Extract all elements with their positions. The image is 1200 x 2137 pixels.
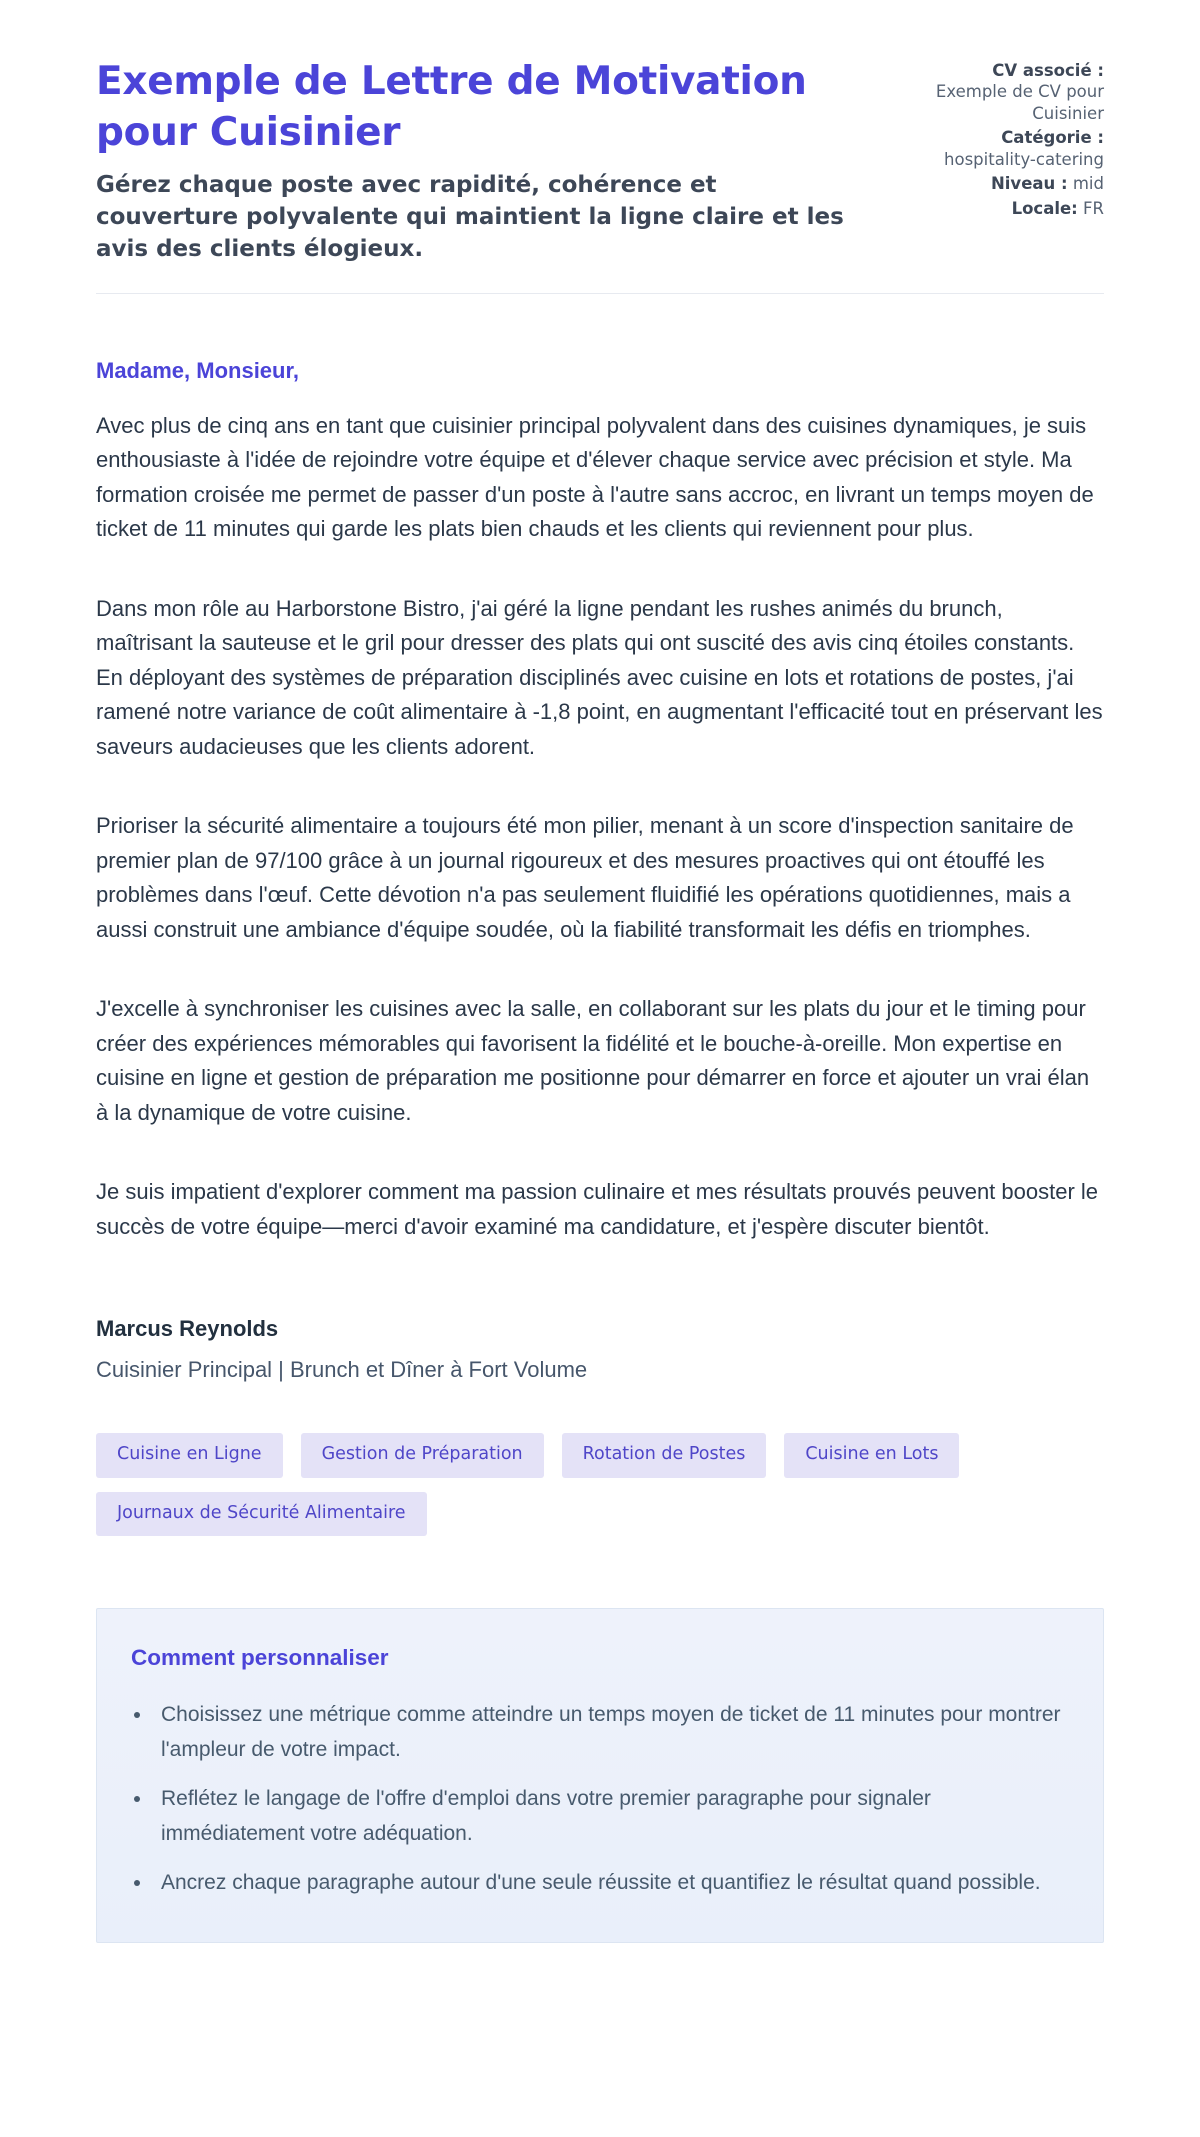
meta-value: Exemple de CV pour Cuisinier [935, 82, 1104, 123]
meta-item-locale [932, 198, 1104, 219]
skill-tag: Gestion de Préparation [301, 1433, 544, 1478]
signature-name: Marcus Reynolds [96, 1316, 279, 1341]
meta-label: CV associé : [992, 61, 1104, 80]
skill-tag: Rotation de Postes [562, 1433, 767, 1478]
letter-paragraph: Avec plus de cinq ans en tant que cuisinier principal polyvalent dans des cuisines dynamiques, je suis enthousiaste à l'idée de rejoindre votre équipe et d'élever chaque service avec précision et style. Ma formation croisée me permet de passer d'un poste à l'autre sans accroc, en livrant un temps moyen de ticket de 11 minutes qui garde les plats bien chauds et les clients qui reviennent pour plus. [96, 412, 1094, 541]
letter-paragraph: Dans mon rôle au Harborstone Bistro, j'ai géré la ligne pendant les rushes animés du brunch, maîtrisant la sauteuse et le gril pour dresser des plats qui ont suscité des avis cinq étoiles constants. En déployant des systèmes de préparation disciplinés avec cuisine en lots et rotations de postes, j'ai ramené notre variance de coût alimentaire à -1,8 point, en augmentant l'efficacité tout en préservant les saveurs audacieuses que les clients adorent. [96, 595, 1103, 759]
page-title: Exemple de Lettre de Motivation pour Cuisinier [96, 59, 807, 156]
meta-label: Niveau : [990, 174, 1068, 194]
tip-item: • Choisissez une métrique comme atteindre un temps moyen de ticket de 11 minutes pour montrer l'ampleur de votre impact. [153, 1697, 1069, 1767]
header-title-block [96, 56, 864, 266]
meta-label: Catégorie : [1001, 128, 1104, 148]
cover-letter-page [96, 0, 1104, 2013]
letter-body [96, 354, 1104, 1386]
tip-item: • Reflétez le langage de l'offre d'emploi dans votre premier paragraphe pour signaler immédiatement votre adéquation. [153, 1781, 1069, 1851]
meta-value: hospitality-catering [944, 149, 1104, 169]
meta-item-level [932, 173, 1104, 194]
skill-tag: Cuisine en Lots [784, 1433, 959, 1478]
page-header [96, 56, 1104, 266]
meta-panel [932, 56, 1104, 266]
meta-item-category [932, 127, 1104, 170]
skill-tag: Journaux de Sécurité Alimentaire [96, 1492, 427, 1537]
meta-value: FR [1083, 198, 1104, 218]
skill-tag-list [96, 1433, 1104, 1536]
letter-paragraph: Je suis impatient d'explorer comment ma passion culinaire et mes résultats prouvés peuvent booster le succès de votre équipe—merci d'avoir examiné ma candidature, et j'espère discuter bientôt. [96, 1179, 1099, 1239]
meta-label: Locale: [1011, 198, 1078, 218]
letter-paragraph: J'excelle à synchroniser les cuisines avec la salle, en collaborant sur les plats du jour et le timing pour créer des expériences mémorables qui favorisent la fidélité et le bouche-à-oreille. Mon expertise en cuisine en ligne et gestion de préparation me positionne pour démarrer en force et ajouter un vrai élan à la dynamique de votre cuisine. [96, 996, 1090, 1125]
meta-item-cv [932, 60, 1104, 124]
tips-heading: Comment personnaliser [131, 1645, 389, 1670]
page-subtitle: Gérez chaque poste avec rapidité, cohérence et couverture polyvalente qui maintient la ligne claire et les avis des clients élogieux. [96, 171, 844, 263]
tip-item: • Ancrez chaque paragraphe autour d'une seule réussite et quantifiez le résultat quand possible. [153, 1865, 1069, 1900]
customization-tips-box [96, 1608, 1104, 1943]
header-divider [96, 293, 1104, 294]
signature-role: Cuisinier Principal | Brunch et Dîner à Fort Volume [96, 1357, 588, 1382]
tips-list [127, 1697, 1069, 1900]
signature-block [96, 1314, 1104, 1385]
letter-paragraph: Prioriser la sécurité alimentaire a toujours été mon pilier, menant à un score d'inspection sanitaire de premier plan de 97/100 grâce à un journal rigoureux et des mesures proactives qui ont étouffé les problèmes dans l'œuf. Cette dévotion n'a pas seulement fluidifié les opérations quotidiennes, mais a aussi construit une ambiance d'équipe soudée, où la fiabilité transformait les défis en triomphes. [96, 813, 1074, 942]
skill-tag: Cuisine en Ligne [96, 1433, 283, 1478]
meta-value: mid [1072, 174, 1104, 194]
letter-greeting: Madame, Monsieur, [96, 357, 299, 383]
